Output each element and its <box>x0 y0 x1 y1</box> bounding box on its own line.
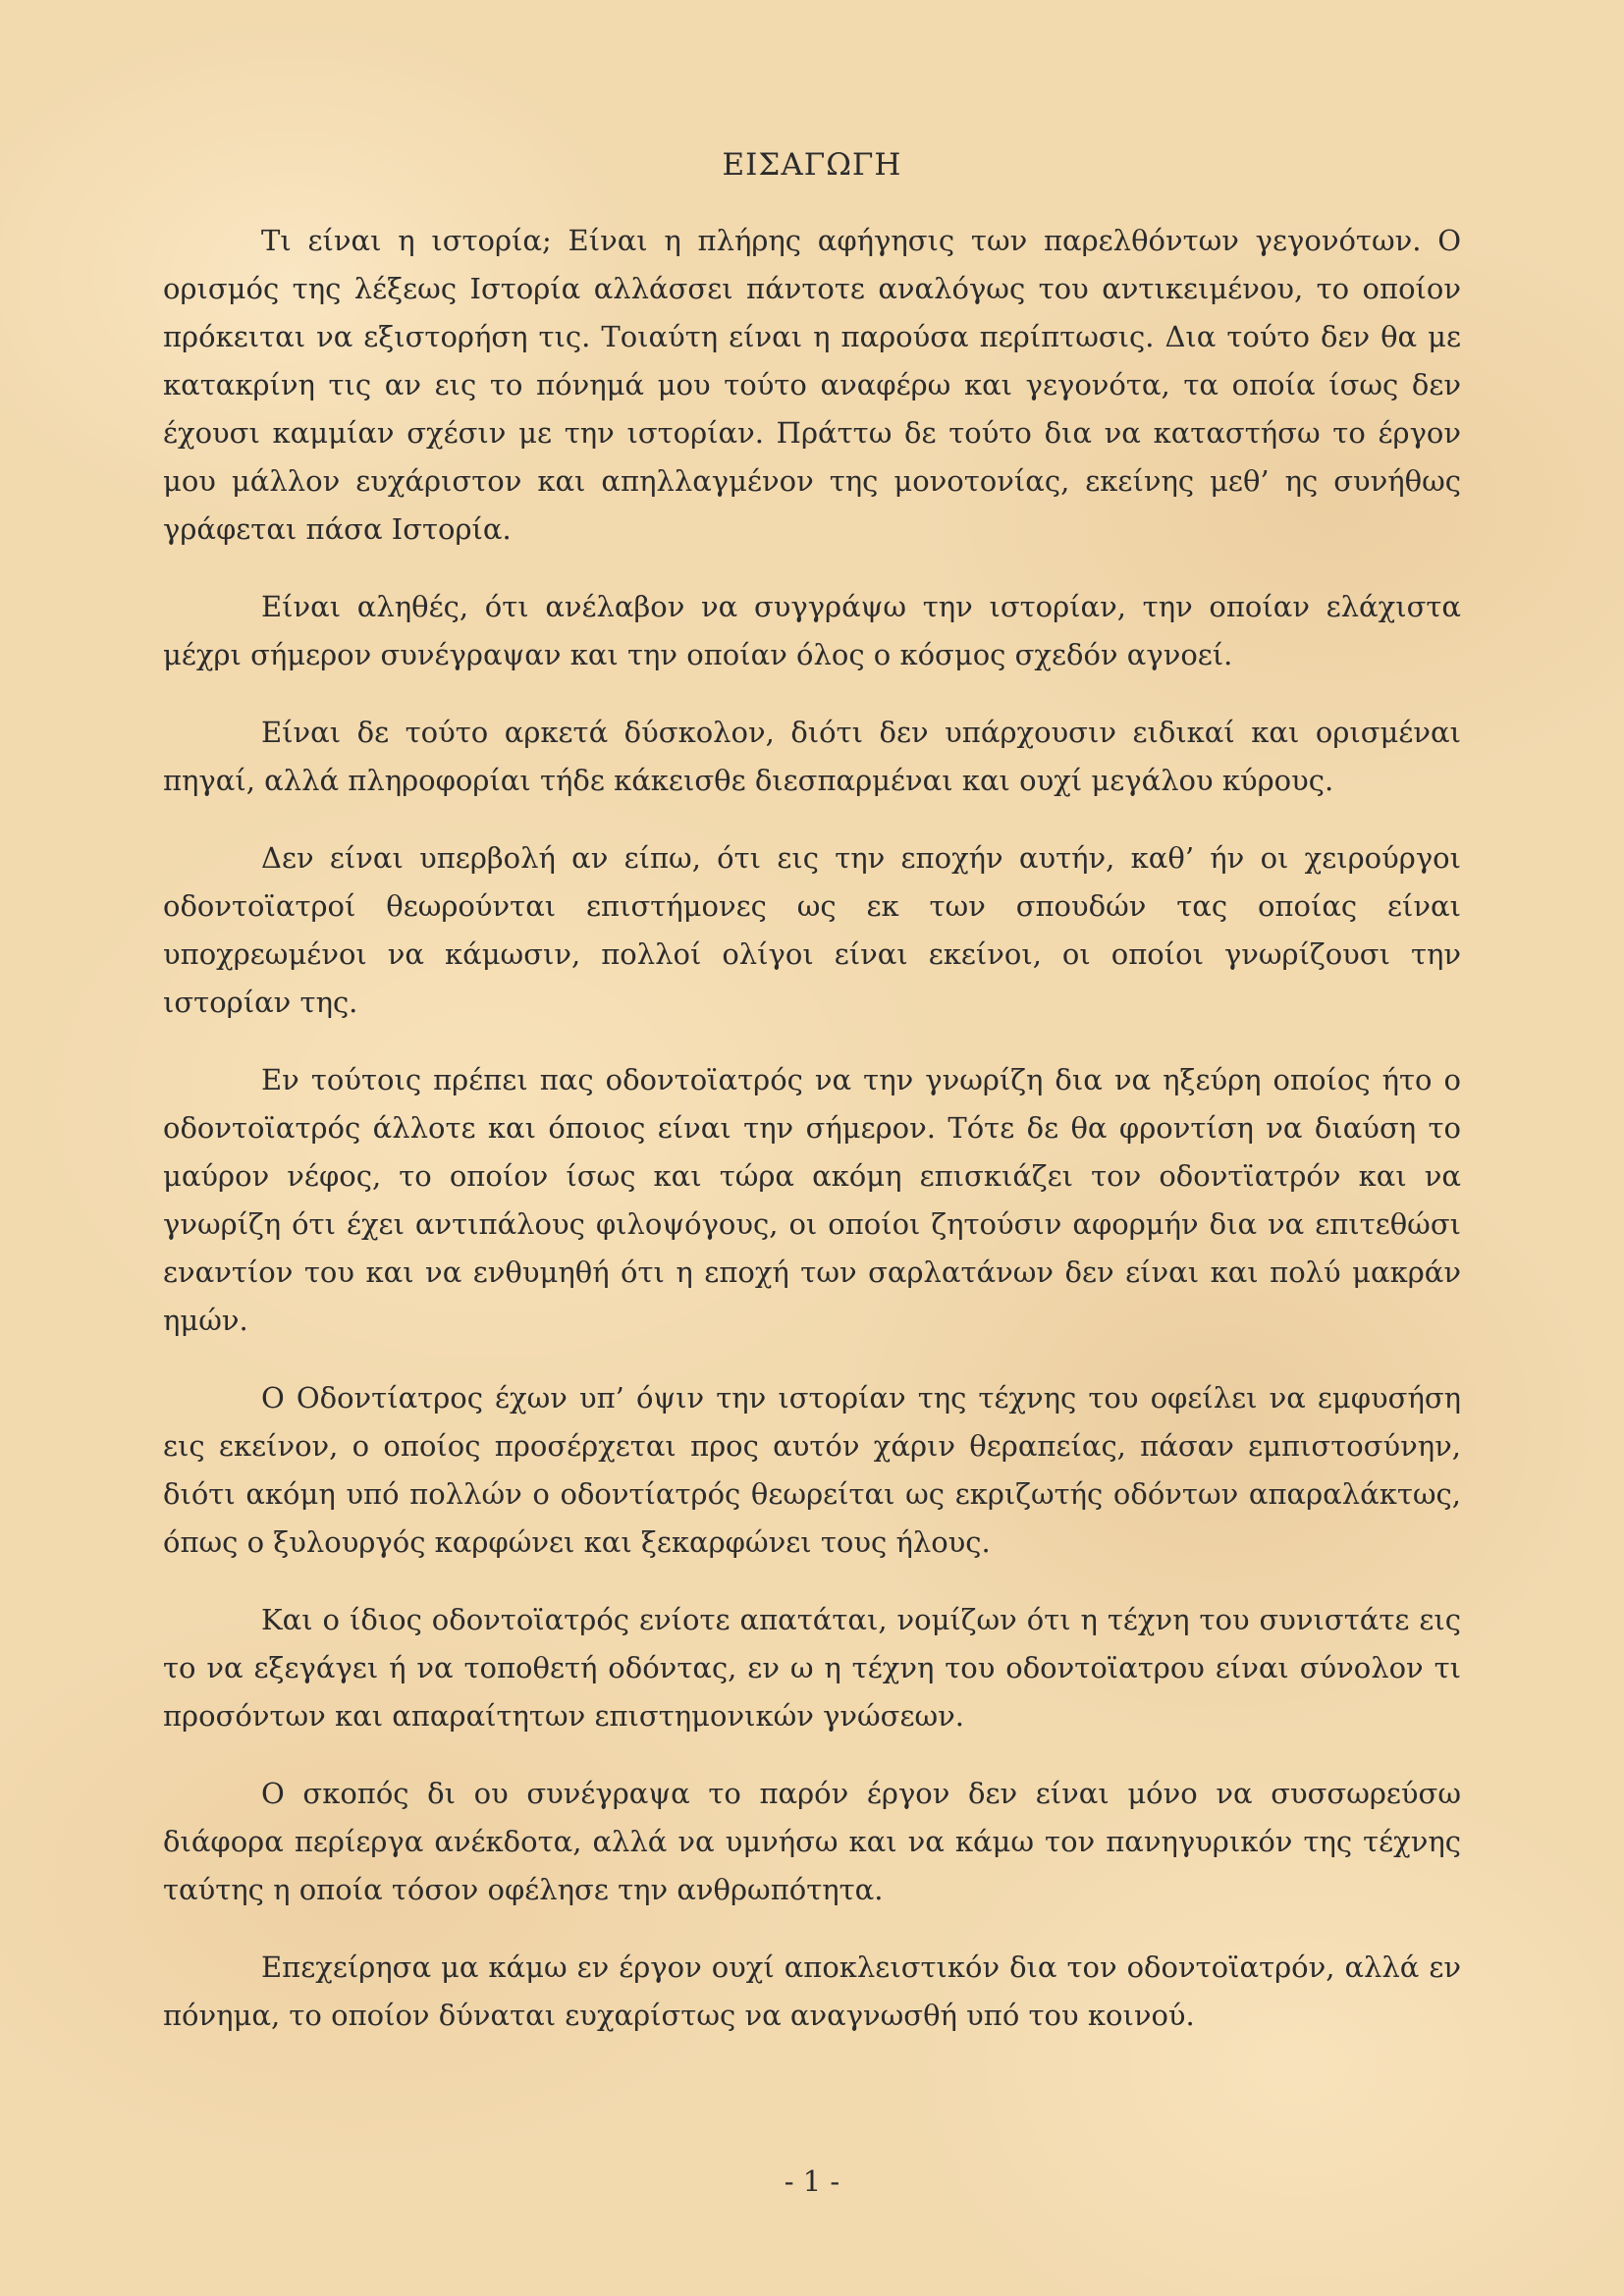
paragraph-3: Είναι δε τούτο αρκετά δύσκολον, διότι δεν υπάρχουσιν ειδικαί και ορισμέναι πηγαί, αλλά πληροφορίαι τήδε κάκεισθε διεσπαρμέναι και ουχί μεγάλου κύρους. <box>163 716 1461 798</box>
paragraph-7: Και ο ίδιος οδοντοϊατρός ενίοτε απατάται, νομίζων ότι η τέχνη του συνιστάτε εις το να εξεγάγει ή να τοποθετή οδόντας, εν ω η τέχνη του οδοντοϊατρου είναι σύνολον τι προσόντων και απαραίτητων επιστημονικών γνώσεων. <box>163 1603 1461 1734</box>
document-page <box>163 147 1461 2160</box>
body-text <box>163 217 1461 2040</box>
paragraph-8: Ο σκοπός δι ου συνέγραψα το παρόν έργον δεν είναι μόνο να συσσωρεύσω διάφορα περίεργα ανέκδοτα, αλλά να υμνήσω και να κάμω τον πανηγυρικόν της τέχνης ταύτης η οποία τόσον οφέλησε την ανθρωπότητα. <box>163 1777 1461 1907</box>
paragraph-4: Δεν είναι υπερβολή αν είπω, ότι εις την εποχήν αυτήν, καθ’ ήν οι χειρούργοι οδοντοϊατροί θεωρούνται επιστήμονες ως εκ των σπουδών τας οποίας είναι υποχρεωμένοι να κάμωσιν, πολλοί ολίγοι είναι εκείνοι, οι οποίοι γνωρίζουσι την ιστορίαν της. <box>163 841 1461 1020</box>
paragraph-5: Εν τούτοις πρέπει πας οδοντοϊατρός να την γνωρίζη δια να ηξεύρη οποίος ήτο ο οδοντοϊατρός άλλοτε και όποιος είναι την σήμερον. Τότε δε θα φροντίση να διαύση το μαύρον νέφος, το οποίον ίσως και τώρα ακόμη επισκιάζει τον οδοντϊατρόν και να γνωρίζη ότι έχει αντιπάλους φιλοψόγους, οι οποίοι ζητούσιν αφορμήν δια να επιτεθώσι εναντίον του και να ενθυμηθή ότι η εποχή των σαρλατάνων δεν είναι και πολύ μακράν ημών. <box>163 1063 1461 1338</box>
paragraph-1: Τι είναι η ιστορία; Είναι η πλήρης αφήγησις των παρελθόντων γεγονότων. Ο ορισμός της λέξεως Ιστορία αλλάσσει πάντοτε αναλόγως του αντικειμένου, το οποίον πρόκειται να εξιστορήση τις. Τοιαύτη είναι η παρούσα περίπτωσις. Δια τούτο δεν θα με κατακρίνη τις αν εις το πόνημά μου τούτο αναφέρω και γεγονότα, τα οποία ίσως δεν έχουσι καμμίαν σχέσιν με την ιστορίαν. Πράττω δε τούτο δια να καταστήσω το έργον μου μάλλον ευχάριστον και απηλλαγμένον της μονοτονίας, εκείνης μεθ’ ης συνήθως γράφεται πάσα Ιστορία. <box>163 224 1461 547</box>
page-title: ΕΙΣΑΓΩΓΗ <box>722 147 902 183</box>
paragraph-2: Είναι αληθές, ότι ανέλαβον να συγγράψω την ιστορίαν, την οποίαν ελάχιστα μέχρι σήμερον συνέγραψαν και την οποίαν όλος ο κόσμος σχεδόν αγνοεί. <box>163 590 1461 672</box>
paragraph-9: Επεχείρησα μα κάμω εν έργον ουχί αποκλειστικόν δια τον οδοντοϊατρόν, αλλά εν πόνημα, το οποίον δύναται ευχαρίστως να αναγνωσθή υπό του κοινού. <box>163 1950 1461 2033</box>
paragraph-6: Ο Οδοντίατρος έχων υπ’ όψιν την ιστορίαν της τέχνης του οφείλει να εμφυσήση εις εκείνον, ο οποίος προσέρχεται προς αυτόν χάριν θεραπείας, πάσαν εμπιστοσύνην, διότι ακόμη υπό πολλών ο οδοντίατρός θεωρείται ως εκριζωτής οδόντων απαραλάκτως, όπως ο ξυλουργός καρφώνει και ξεκαρφώνει τους ήλους. <box>163 1381 1461 1560</box>
page-number: - 1 - <box>784 2164 840 2198</box>
